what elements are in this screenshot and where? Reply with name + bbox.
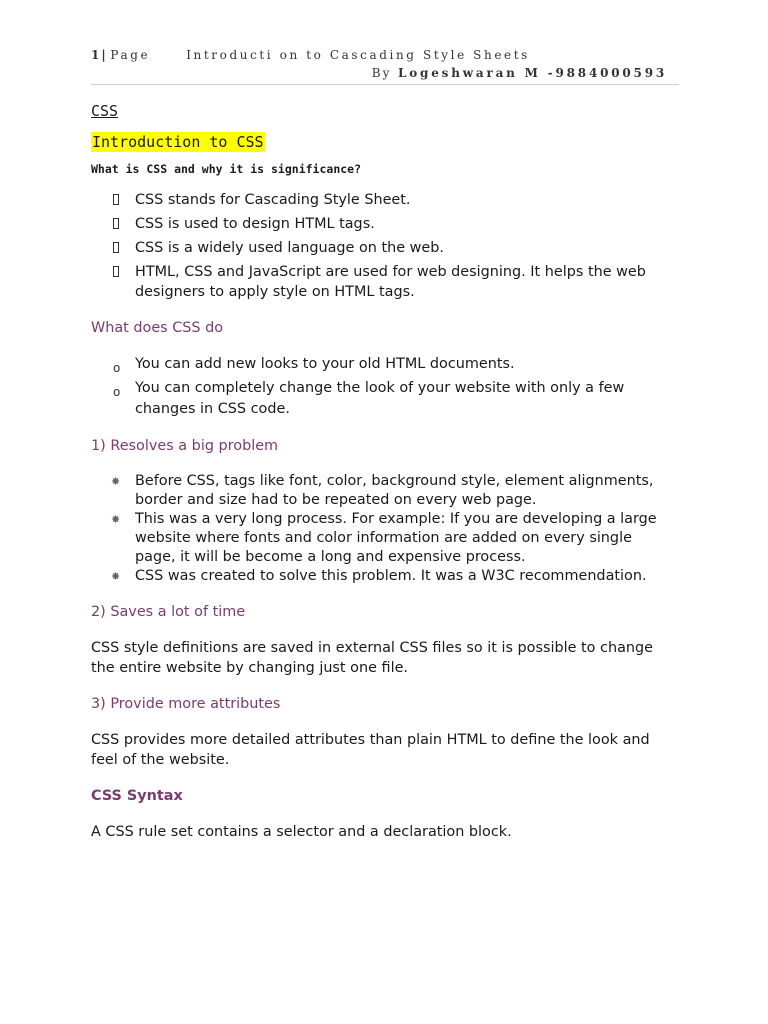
document-body bbox=[91, 100, 671, 858]
list-item: ✸ Before CSS, tags like font, color, background style, element alignments, border and size had to be repeated on every web page. bbox=[111, 473, 654, 508]
header-separator: | bbox=[101, 48, 109, 62]
list-item: CSS is used to design HTML tags. bbox=[91, 214, 671, 234]
intro-bullet-list bbox=[91, 190, 671, 302]
header-by: By bbox=[371, 66, 392, 80]
page-title: Introduction to CSS bbox=[92, 133, 264, 151]
doc-label: CSS bbox=[91, 102, 119, 120]
section-heading-time: 2) Saves a lot of time bbox=[91, 604, 246, 620]
list-item: CSS stands for Cascading Style Sheet. bbox=[91, 190, 671, 210]
section-heading-syntax: CSS Syntax bbox=[91, 788, 183, 804]
time-paragraph: CSS style definitions are saved in external CSS files so it is possible to change the entire website by changing just one file. bbox=[91, 640, 654, 676]
list-item: o You can completely change the look of your website with only a few changes in CSS code. bbox=[113, 380, 625, 417]
attributes-paragraph: CSS provides more detailed attributes than plain HTML to define the look and feel of the website. bbox=[91, 732, 650, 768]
star-bullet-icon: ✸ bbox=[111, 513, 121, 526]
star-bullet-icon: ✸ bbox=[111, 475, 121, 488]
square-bullet-icon bbox=[113, 194, 119, 205]
list-item: ✸ This was a very long process. For example: If you are developing a large website where fonts and color information are added on every single page, it will be become a long and expensive process. bbox=[111, 511, 657, 565]
list-item: o You can add new looks to your old HTML documents. bbox=[91, 354, 671, 375]
section-heading-attributes: 3) Provide more attributes bbox=[91, 696, 281, 712]
circle-bullet-icon: o bbox=[113, 385, 121, 399]
square-bullet-icon bbox=[113, 218, 119, 229]
section-heading-problem: 1) Resolves a big problem bbox=[91, 438, 279, 454]
problem-bullet-list bbox=[91, 472, 671, 586]
page-number: 1 bbox=[91, 48, 100, 62]
page-header bbox=[91, 46, 679, 85]
page-word: Page bbox=[110, 48, 151, 62]
section-heading-what: What does CSS do bbox=[91, 320, 224, 336]
header-author: Logeshwaran M -9884000593 bbox=[398, 66, 667, 80]
what-bullet-list bbox=[91, 354, 671, 420]
header-title: Introducti on to Cascading Style Sheets bbox=[186, 48, 530, 62]
syntax-paragraph: A CSS rule set contains a selector and a declaration block. bbox=[91, 824, 512, 840]
list-item: ✸ CSS was created to solve this problem. It was a W3C recommendation. bbox=[111, 568, 647, 584]
list-item: CSS is a widely used language on the web. bbox=[91, 238, 671, 258]
square-bullet-icon bbox=[113, 242, 119, 253]
header-line-1 bbox=[91, 48, 530, 62]
circle-bullet-icon: o bbox=[113, 361, 121, 375]
list-item: HTML, CSS and JavaScript are used for web designing. It helps the web designers to apply style on HTML tags. bbox=[91, 262, 671, 302]
header-line-2 bbox=[372, 66, 667, 80]
square-bullet-icon bbox=[113, 266, 119, 277]
star-bullet-icon: ✸ bbox=[111, 570, 121, 583]
sub-question: What is CSS and why it is significance? bbox=[91, 162, 362, 176]
